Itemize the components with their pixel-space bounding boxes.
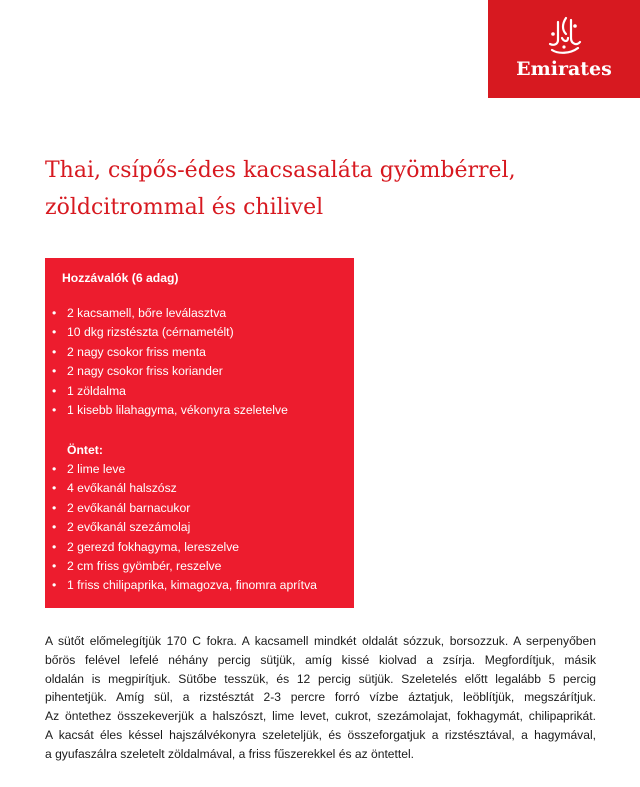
- dressing-text: 1 friss chilipaprika, kimagozva, finomra aprítva: [67, 578, 317, 593]
- dressing-item: [45, 557, 317, 576]
- ingredient-item: [45, 304, 288, 323]
- recipe-title: [45, 152, 605, 226]
- dressing-item: [45, 576, 317, 595]
- ingredient-text: 1 kisebb lilahagyma, vékonyra szeletelve: [67, 402, 288, 417]
- ingredients-heading: Hozzávalók (6 adag): [62, 271, 179, 285]
- method-line: oldalán is megpirítjuk. Sütőbe tesszük, és 12 percig sütjük. Szeletelés előtt legalább 5 percig: [45, 671, 596, 686]
- bullet: •: [52, 462, 57, 476]
- method-line: a gyufaszálra szeletelt zöldalmával, a friss fűszerekkel és az öntettel.: [45, 746, 415, 761]
- ingredient-text: 2 nagy csokor friss koriander: [67, 364, 223, 379]
- dressing-text: 2 gerezd fokhagyma, lereszelve: [67, 539, 240, 554]
- dressing-list: [45, 460, 317, 596]
- method-line: A sütőt előmelegítjük 170 C fokra. A kacsamell mindkét oldalát sózzuk, borsozzuk. A serpenyőben: [45, 634, 596, 648]
- dressing-text: 2 evőkanál barnacukor: [67, 500, 191, 515]
- dressing-text: 2 evőkanál szezámolaj: [67, 520, 191, 535]
- dressing-item: [45, 518, 317, 537]
- method-line: Az öntethez összekeverjük a halszószt, lime levet, cukrot, szezámolajat, fokhagymát, chilipaprikát.: [45, 709, 596, 724]
- dressing-item: [45, 538, 317, 557]
- bullet: •: [52, 325, 57, 340]
- bullet: •: [52, 578, 57, 593]
- ingredient-item: [45, 401, 288, 420]
- ingredient-item: [45, 323, 288, 342]
- bullet: •: [52, 383, 57, 398]
- bullet: •: [52, 402, 57, 417]
- bullet: •: [52, 500, 57, 515]
- ingredient-text: 1 zöldalma: [67, 383, 126, 398]
- dressing-heading: Öntet:: [67, 443, 103, 457]
- dressing-text: 2 lime leve: [67, 462, 126, 476]
- recipe-title-line: zöldcitrommal és chilivel: [45, 195, 324, 220]
- bullet: •: [52, 344, 57, 359]
- logo-wordmark: Emirates: [516, 58, 612, 80]
- method-line: pihentetjük. Amíg sül, a rizstésztát 2-3 percre forró vízbe áztatjuk, leöblítjük, megszárítjuk.: [45, 690, 596, 705]
- emirates-calligraphy-emblem: [544, 14, 584, 60]
- bullet: •: [52, 481, 57, 496]
- ingredients-box: [45, 258, 354, 608]
- method-line: A kacsát éles késsel hajszálvékonyra szeleteljük, és összeforgatjuk a rizstésztával, a hagymával,: [45, 727, 596, 742]
- dressing-text: 2 cm friss gyömbér, reszelve: [67, 558, 222, 573]
- dressing-item: [45, 499, 317, 518]
- ingredient-text: 2 kacsamell, bőre leválasztva: [67, 306, 227, 320]
- ingredients-list: [45, 304, 288, 420]
- bullet: •: [52, 520, 57, 535]
- emirates-logo: [488, 0, 640, 98]
- ingredient-item: [45, 362, 288, 381]
- bullet: •: [52, 306, 57, 320]
- ingredient-text: 10 dkg rizstészta (cérnametélt): [67, 325, 234, 340]
- bullet: •: [52, 558, 57, 573]
- ingredient-item: [45, 343, 288, 362]
- dressing-item: [45, 479, 317, 498]
- ingredient-item: [45, 382, 288, 401]
- bullet: •: [52, 539, 57, 554]
- ingredient-text: 2 nagy csokor friss menta: [67, 344, 206, 359]
- method-paragraph: [45, 632, 596, 764]
- dressing-text: 4 evőkanál halszósz: [67, 481, 177, 496]
- bullet: •: [52, 364, 57, 379]
- dressing-item: [45, 460, 317, 479]
- method-line: bőrös felével lefelé néhány percig sütjük, amíg kissé kiolvad a zsírja. Megfordítjuk, másik: [45, 652, 596, 667]
- recipe-title-line: Thai, csípős-édes kacsasaláta gyömbérrel,: [45, 158, 516, 183]
